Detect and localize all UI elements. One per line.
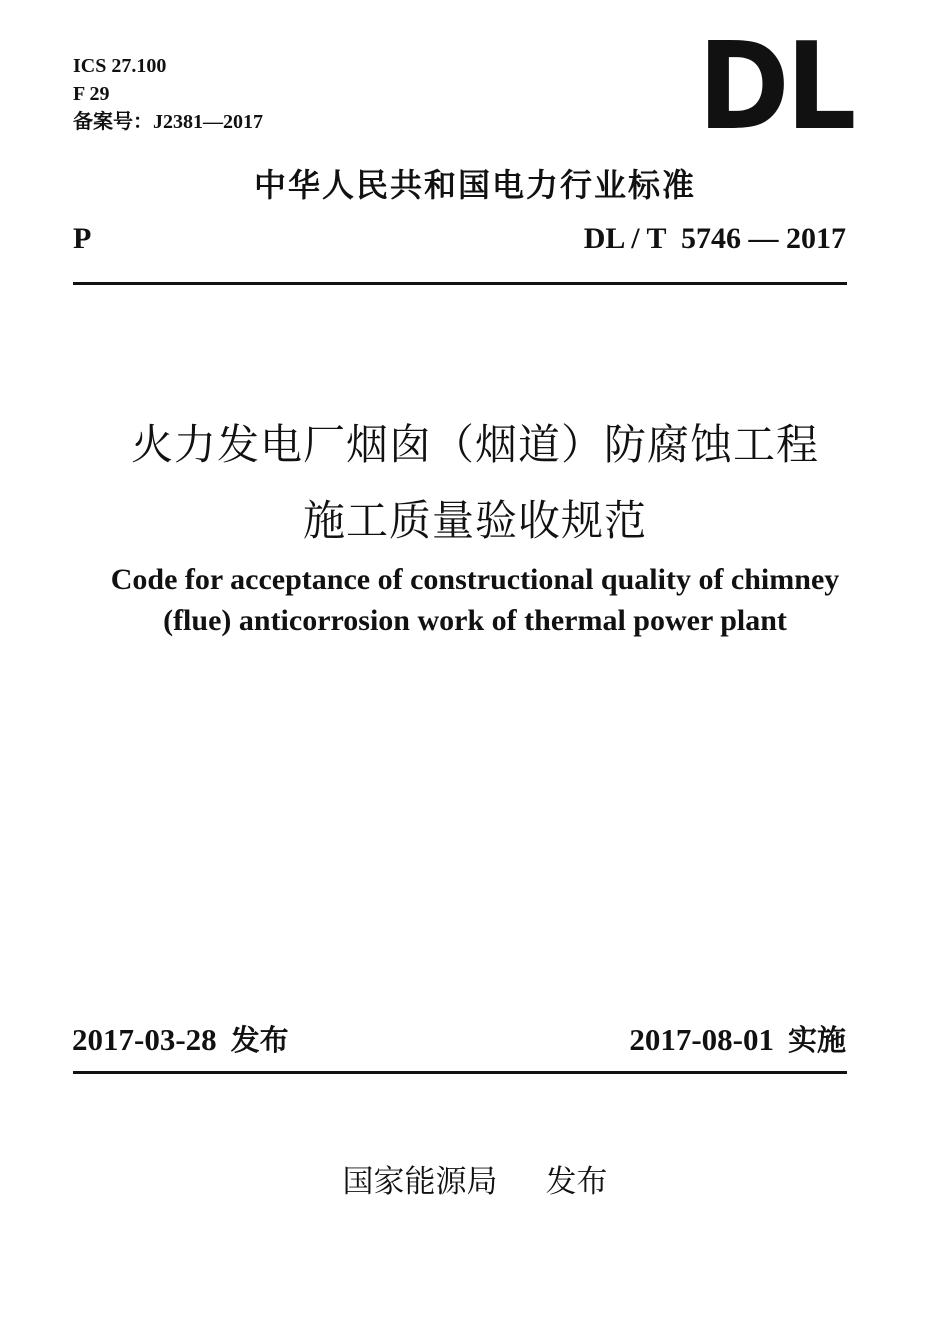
- issuer-label: 发布: [545, 1164, 608, 1200]
- title-en-line2: (flue) anticorrosion work of thermal power plant: [163, 604, 787, 637]
- effective-label: 实施: [787, 1023, 846, 1057]
- class-code: F 29: [73, 83, 110, 105]
- classification-letter: P: [73, 222, 92, 255]
- standard-code: DL / T 5746 — 2017: [583, 222, 846, 255]
- issue-date-block: [72, 1018, 289, 1059]
- top-divider: [73, 282, 847, 285]
- issue-label: 发布: [230, 1023, 289, 1057]
- effective-date: 2017-08-01: [629, 1022, 774, 1057]
- title-cn-line2: 施工质量验收规范: [302, 496, 647, 545]
- dl-logo: DL: [698, 18, 853, 157]
- title-cn-line1: 火力发电厂烟囱（烟道）防腐蚀工程: [130, 420, 819, 469]
- title-en-line1: Code for acceptance of constructional quality of chimney: [110, 563, 840, 596]
- ics-code: ICS 27.100: [73, 55, 167, 77]
- issue-date: 2017-03-28: [72, 1022, 217, 1057]
- bottom-divider: [73, 1071, 847, 1074]
- meta-block: [73, 52, 263, 136]
- issuer-block: [0, 1156, 950, 1201]
- filing-number: 备案号：J2381—2017: [73, 111, 263, 133]
- industry-standard-heading: 中华人民共和国电力行业标准: [253, 166, 696, 204]
- issuer-name: 国家能源局: [342, 1164, 498, 1200]
- effective-date-block: [629, 1018, 846, 1059]
